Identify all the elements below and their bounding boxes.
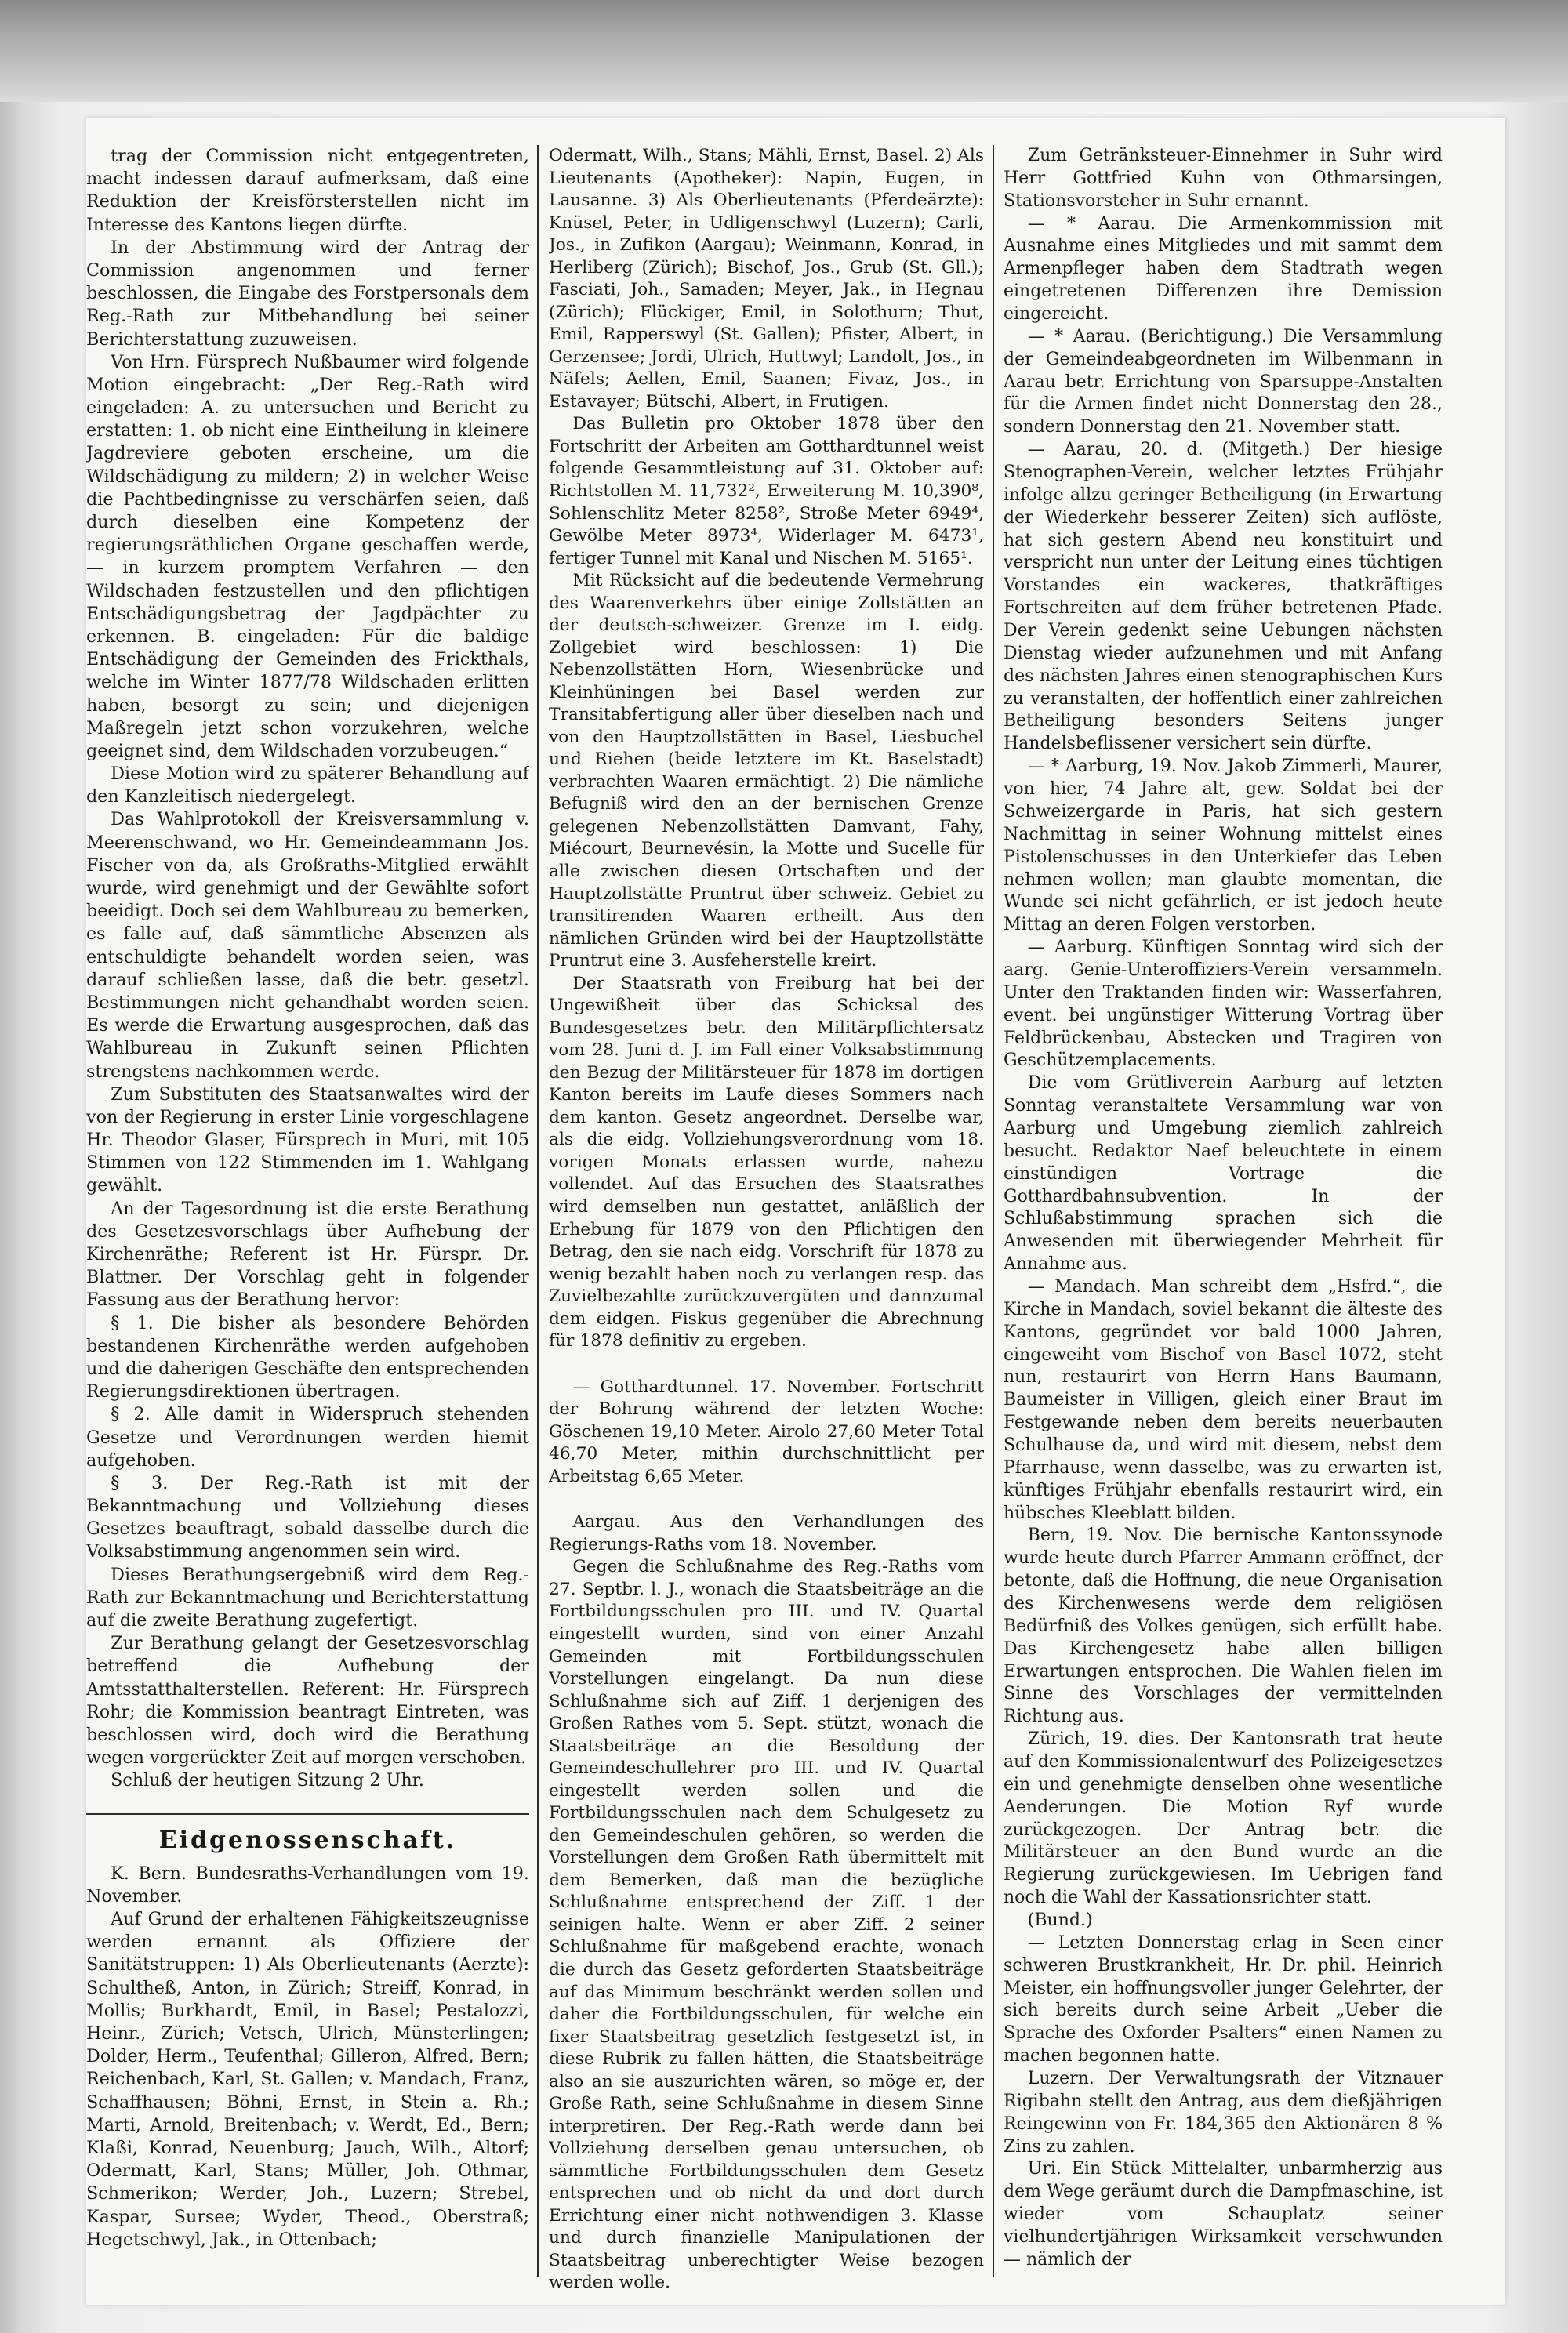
article-paragraph: — * Aarburg, 19. Nov. Jakob Zimmerli, Maurer, von hier, 74 Jahre alt, gew. Soldat bei der Schweizergarde in Paris, hat sich gestern Nachmittag in seiner Wohnung mittelst eines Pistolenschusses in den Unterkiefer das Leben nehmen wollen; man glaubte momentan, die Wunde sei nicht gefährlich, er ist jedoch heute Mittag an deren Folgen verstorben. (1004, 757, 1443, 935)
article-paragraph: In der Abstimmung wird der Antrag der Commission angenommen und ferner beschlossen, die Eingabe des Forstpersonals dem Reg.-Rath zur Mitbehandlung bei seiner Berichterstattung zuzuweisen. (86, 237, 529, 350)
article-paragraph: Aargau. Aus den Verhandlungen des Regierungs-Raths vom 18. November. (549, 1512, 984, 1555)
section-gap (549, 1488, 984, 1511)
article-paragraph: Uri. Ein Stück Mittelalter, unbarmherzig aus dem Wege geräumt durch die Dampfmaschine, ist wieder vom Schauplatz seiner vielhundertjährigen Wirksamkeit verschwunden — nämlich der (1004, 2159, 1443, 2270)
section-rule (86, 1813, 529, 1815)
article-paragraph: — * Aarau. Die Armenkommission mit Ausnahme eines Mitgliedes und mit sammt dem Armenpfleger haben dem Stadtrath wegen eingetretenen Differenzen ihre Demission eingereicht. (1004, 213, 1443, 325)
article-paragraph: Schluß der heutigen Sitzung 2 Uhr. (111, 1770, 424, 1791)
article-paragraph: Zum Getränksteuer-Einnehmer in Suhr wird Herr Gottfried Kuhn von Othmarsingen, Stationsvorsteher in Suhr ernannt. (1004, 146, 1443, 211)
article-paragraph: § 2. Alle damit in Widerspruch stehenden Gesetze und Verordnungen werden hiemit aufgehoben. (86, 1404, 529, 1471)
article-paragraph: Gegen die Schlußnahme des Reg.-Raths vom 27. Septbr. l. J., wonach die Staatsbeiträge an die Fortbildungsschulen pro III. und IV. Quartal eingestellt wurden, sind von einer Anzahl Gemeinden mit Fortbildungsschulen Vorstellungen eingelangt. Da nun diese Schlußnahme sich auf Ziff. 1 derjenigen des Großen Rathes vom 5. Sept. stützt, wonach die Staatsbeiträge an die Besoldung der Gemeindeschullehrer pro III. und IV. Quartal eingestellt werden sollen und die Fortbildungsschulen nach dem Schulgesetz zu den Gemeindeschulen gehören, so werden die Vorstellungen dem Großen Rath übermittelt mit dem Bemerken, daß man die bezügliche Schlußnahme entsprechend der Ziff. 1 der seinigen halte. Wenn er aber Ziff. 2 seiner Schlußnahme für maßgebend erachte, wonach die durch das Gesetz geforderten Staatsbeiträge auf das Minimum beschränkt werden sollen und daher die Fortbildungsschulen, für welche ein fixer Staatsbeitrag gesetzlich festgesetzt ist, in diese Rubrik zu fallen hätten, die Staatsbeiträge also an sie auszurichten wären, so möge er, der Große Rath, seine Schlußnahme in diesem Sinne interpretiren. Der Reg.-Rath werde dann bei Vollziehung derselben genau untersuchen, ob sämmtliche Fortbildungsschulen dem Gesetz entsprechen und ob nicht da und dort durch Errichtung einer nicht nothwendigen 3. Klasse und durch finanzielle Manipulationen der Staatsbeitrag unberechtigter Weise bezogen werden wolle. (549, 1557, 984, 2293)
article-paragraph: — * Aarau. (Berichtigung.) Die Versammlung der Gemeindeabgeordneten im Wilbenmann in Aarau betr. Errichtung von Sparsuppe-Anstalten für die Armen findet nicht Donnerstag den 28., sondern Donnerstag den 21. November statt. (1004, 326, 1443, 437)
article-paragraph: Zur Berathung gelangt der Gesetzesvorschlag betreffend die Aufhebung der Amtsstatthalterstellen. Referent: Hr. Fürsprech Rohr; die Kommission beantragt Eintreten, was beschlossen wird, doch wird die Berathung wegen vorgerückter Zeit auf morgen verschoben. (86, 1633, 529, 1769)
article-paragraph: K. Bern. Bundesraths-Verhandlungen vom 19. November. (86, 1863, 529, 1907)
article-paragraph: (Bund.) (1027, 1910, 1093, 1931)
article-paragraph: Der Staatsrath von Freiburg hat bei der Ungewißheit über das Schicksal des Bundesgesetzes betr. den Militärpflichtersatz vom 28. Juni d. J. im Fall einer Volksabstimmung den Bezug der Militärsteuer für 1878 im dortigen Kanton bereits im Laufe dieses Sommers nach dem kanton. Gesetz angeordnet. Derselbe war, als die eidg. Vollziehungsverordnung vom 18. vorigen Monats erlassen wurde, nahezu vollendet. Auf das Ersuchen des Staatsrathes wird demselben nun gestattet, anläßlich der Erhebung für 1879 von den Pflichtigen den Betrag, den sie nach eidg. Vorschrift für 1878 zu wenig bezahlt haben noch zu verlangen resp. das Zuvielbezahlte zurückzuvergüten und dannzumal dem eidgen. Fiskus gegenüber die Abrechnung für 1878 definitiv zu ergeben. (549, 973, 984, 1352)
article-paragraph: § 3. Der Reg.-Rath ist mit der Bekanntmachung und Vollziehung dieses Gesetzes beauftragt, sobald dasselbe durch die Volksabstimmung angenommen sein wird. (86, 1472, 529, 1562)
column-1 (86, 145, 529, 2293)
article-paragraph: Mit Rücksicht auf die bedeutende Vermehrung des Waarenverkehrs über einige Zollstätten an der deutsch-schweizer. Grenze im I. eidg. Zollgebiet wird beschlossen: 1) Die Nebenzollstätten Horn, Wiesenbrücke und Kleinhüningen bei Basel werden zur Transitabfertigung aller über dieselben nach und von den Hauptzollstätten in Basel, Liesbuchel und Riehen (beide letztere im Kt. Baselstadt) verbrachten Waaren ermächtigt. 2) Die nämliche Befugniß wird den an der bernischen Grenze gelegenen Nebenzollstätten Damvant, Fahy, Miécourt, Beurnevésin, la Motte und Sucelle für alle zwischen diesen Ortschaften und der Hauptzollstätte Pruntrut über schweiz. Gebiet zu transitirenden Waaren ertheilt. Aus den nämlichen Gründen wird bei der Hauptzollstätte Pruntrut eine 3. Ausfeherstelle kreirt. (549, 571, 984, 971)
article-paragraph: Bern, 19. Nov. Die bernische Kantonssynode wurde heute durch Pfarrer Ammann eröffnet, der betonte, daß die Hoffnung, die neue Organisation des Kirchenwesens werde dem religiösen Bedürfniß des Volkes genügen, sich erfüllt habe. Das Kirchengesetz habe allen billigen Erwartungen entsprochen. Die Wahlen fielen im Sinne des Vorschlages der vermittelnden Richtung aus. (1004, 1526, 1443, 1727)
article-paragraph: — Aarau, 20. d. (Mitgeth.) Der hiesige Stenographen-Verein, welcher letztes Frühjahr infolge allzu geringer Betheiligung (in Erwartung der Wiederkehr besserer Zeiten) sich auflöste, hat sich gestern Abend neu konstituirt und verspricht nun unter der Leitung eines tüchtigen Vorstandes ein wackeres, thatkräftiges Fortschreiten auf dem früher betretenen Pfade. Der Verein gedenkt seine Uebungen nächsten Dienstag wieder aufzunehmen und mit Anfang des nächsten Jahres einen stenographischen Kurs zu veranstalten, der hoffentlich einer zahlreichen Betheiligung besonders Seitens junger Handelsbeflissener versichert sein dürfte. (1004, 440, 1443, 754)
article-paragraph: Das Wahlprotokoll der Kreisversammlung v. Meerenschwand, wo Hr. Gemeindeammann Jos. Fischer von da, als Großraths-Mitglied erwählt wurde, wird genehmigt und der Gewählte sofort beeidigt. Doch sei dem Wahlbureau zu bemerken, es falle auf, daß sämmtliche Absenzen als entschuldigte behandelt worden seien, was darauf schließen lasse, daß die betr. gesetzl. Bestimmungen nicht gehandhabt worden seien. Es werde die Erwartung ausgesprochen, daß das Wahlbureau in Zukunft seinen Pflichten strengstens nachkommen werde. (86, 809, 529, 1082)
article-paragraph: Odermatt, Wilh., Stans; Mähli, Ernst, Basel. 2) Als Lieutenants (Apotheker): Napin, Eugen, in Lausanne. 3) Als Oberlieutenants (Pferdeärzte): Knüsel, Peter, in Udligenschwyl (Luzern); Carli, Jos., in Zufikon (Aargau); Weinmann, Konrad, in Herliberg (Zürich); Bischof, Jos., Grub (St. Gll.); Fasciati, Joh., Samaden; Meyer, Jak., in Hegnau (Zürich); Flückiger, Emil, in Solothurn; Thut, Emil, Rapperswyl (St. Gallen); Pfister, Albert, in Gerzensee; Jordi, Ulrich, Huttwyl; Landolt, Jos., in Näfels; Aellen, Emil, Saanen; Fivaz, Jos., in Estavayer; Bütschi, Albert, in Frutigen. (549, 146, 984, 412)
article-paragraph: — Letzten Donnerstag erlag in Seen einer schweren Brustkrankheit, Hr. Dr. phil. Heinrich Meister, ein hoffnungsvoller junger Gelehrter, der sich bereits durch seine Arbeit „Ueber die Sprache des Oxforder Psalters“ einen Namen zu machen begonnen hatte. (1004, 1932, 1443, 2066)
article-paragraph: An der Tagesordnung ist die erste Berathung des Gesetzesvorschlags über Aufhebung der Kirchenräthe; Referent ist Hr. Fürspr. Dr. Blattner. Der Vorschlag geht in folgender Fassung aus der Berathung hervor: (86, 1198, 529, 1311)
article-paragraph: Zürich, 19. dies. Der Kantonsrath trat heute auf den Kommissionalentwurf des Polizeigesetzes ein und genehmigte denselben ohne wesentliche Aenderungen. Die Motion Ryf wurde zurückgezogen. Der Antrag betr. die Militärsteuer an den Bund wurde an die Regierung zurückgewiesen. Im Uebrigen fand noch die Wahl der Kassationsrichter statt. (1004, 1729, 1443, 1908)
article-paragraph: trag der Commission nicht entgegentreten, macht indessen darauf aufmerksam, daß eine Reduktion der Kreisförsterstellen nicht im Interesse des Kantons liegen dürfte. (86, 146, 529, 235)
column-divider (537, 145, 539, 2277)
article-paragraph: Dieses Berathungsergebniß wird dem Reg.-Rath zur Bekanntmachung und Berichterstattung auf die zweite Berathung zugefertigt. (86, 1564, 529, 1631)
column-3 (1004, 145, 1443, 2293)
article-paragraph: — Mandach. Man schreibt dem „Hsfrd.“, die Kirche in Mandach, soviel bekannt die älteste des Kantons, gegründet vor bald 1000 Jahren, eingeweiht vom Bischof von Basel 1072, steht nun, restaurirt von Herrn Hans Baumann, Baumeister in Villigen, gleich einer Braut im Festgewande neben dem bereits neuerbauten Schulhause da, und wird mit diesem, nebst dem Pfarrhause, wenn dasselbe, was zu erwarten ist, künftiges Frühjahr ebenfalls restaurirt wird, ein hübsches Kleeblatt bilden. (1004, 1276, 1443, 1523)
article-paragraph: Luzern. Der Verwaltungsrath der Vitznauer Rigibahn stellt den Antrag, aus dem dießjährigen Reingewinn von Fr. 184,365 den Aktionären 8 % Zins zu zahlen. (1004, 2069, 1443, 2157)
article-paragraph: Diese Motion wird zu späterer Behandlung auf den Kanzleitisch niedergelegt. (86, 764, 529, 807)
article-paragraph: — Aarburg. Künftigen Sonntag wird sich der aarg. Genie-Unteroffiziers-Verein versammeln. Unter den Traktanden finden wir: Wasserfahren, event. bei ungünstiger Witterung Vortrag über Feldbrückenbau, Abstecken und Tragiren von Geschützemplacements. (1004, 938, 1443, 1071)
section-gap (549, 1353, 984, 1377)
article-paragraph: Das Bulletin pro Oktober 1878 über den Fortschritt der Arbeiten am Gotthardtunnel weist folgende Gesammtleistung auf 31. Oktober auf: Richtstollen M. 11,732², Erweiterung M. 10,390⁸, Sohlenschlitz Meter 8258², Stroße Meter 6949⁴, Gewölbe Meter 8973⁴, Widerlager M. 6473¹, fertiger Tunnel mit Kanal und Nischen M. 5165¹. (549, 414, 984, 568)
article-paragraph: Die vom Grütliverein Aarburg auf letzten Sonntag veranstaltete Versammlung war von Aarburg und Umgebung ziemlich zahlreich besucht. Redaktor Naef beleuchtete in einem einstündigen Vortrage die Gotthardbahnsubvention. In der Schlußabstimmung sprachen sich die Anwesenden mit überwiegender Mehrheit für Annahme aus. (1004, 1073, 1443, 1275)
article-paragraph: Auf Grund der erhaltenen Fähigkeitszeugnisse werden ernannt als Offiziere der Sanitätstruppen: 1) Als Oberlieutenants (Aerzte): Schultheß, Anton, in Zürich; Streiff, Konrad, in Mollis; Burkhardt, Emil, in Basel; Pestalozzi, Heinr., Zürich; Vetsch, Ulrich, Münsterlingen; Dolder, Herm., Teufenthal; Gilleron, Alfred, Bern; Reichenbach, Karl, St. Gallen; v. Mandach, Franz, Schaffhausen; Böhni, Ernst, in Stein a. Rh.; Marti, Arnold, Breitenbach; v. Werdt, Ed., Bern; Klaßi, Konrad, Neuenburg; Jauch, Wilh., Altorf; Odermatt, Karl, Stans; Müller, Joh. Othmar, Schmerikon; Werder, Joh., Luzern; Strebel, Kaspar, Sursee; Wyder, Theod., Oberstraß; Hegetschwyl, Jak., in Ottenbach; (86, 1909, 529, 2250)
column-2 (549, 145, 984, 2293)
column-divider (993, 145, 994, 2277)
article-paragraph: — Gotthardtunnel. 17. November. Fortschritt der Bohrung während der letzten Woche: Göschenen 19,10 Meter. Airolo 27,60 Meter Total 46,70 Meter, mithin durchschnittlicht per Arbeitstag 6,65 Meter. (549, 1377, 984, 1486)
article-paragraph: Von Hrn. Fürsprech Nußbaumer wird folgende Motion eingebracht: „Der Reg.-Rath wird eingeladen: A. zu untersuchen und Bericht zu erstatten: 1. ob nicht eine Eintheilung in kleinere Jagdreviere geboten erscheine, um die Wildschädigung zu mildern; 2) in welcher Weise die Pachtbedingnisse zu verschärfen seien, daß durch dieselben eine Kompetenz der regierungsräthlichen Organe geschaffen werde, — in kurzem promptem Verfahren — den Wildschaden festzustellen und den pflichtigen Entschädigungsbetrag der Jagdpächter zu erkennen. B. eingeladen: Für die baldige Entschädigung der Gemeinden des Frickthals, welche im Winter 1877/78 Wildschaden erlitten haben, besorgt zu sein; und diejenigen Maßregeln jetzt schon vorzukehren, welche geeignet sind, dem Wildschaden vorzubeugen.“ (86, 351, 529, 761)
article-paragraph: § 1. Die bisher als besondere Behörden bestandenen Kirchenräthe werden aufgehoben und die daherigen Geschäfte den entsprechenden Regierungsdirektionen übertragen. (86, 1312, 529, 1402)
section-heading: Eidgenossenschaft. (158, 1826, 457, 1854)
scanner-edge (0, 0, 1568, 102)
article-paragraph: Zum Substituten des Staatsanwaltes wird der von der Regierung in erster Linie vorgeschlagene Hr. Theodor Glaser, Fürsprech in Muri, mit 105 Stimmen von 122 Stimmenden im 1. Wahlgang gewählt. (86, 1083, 529, 1196)
